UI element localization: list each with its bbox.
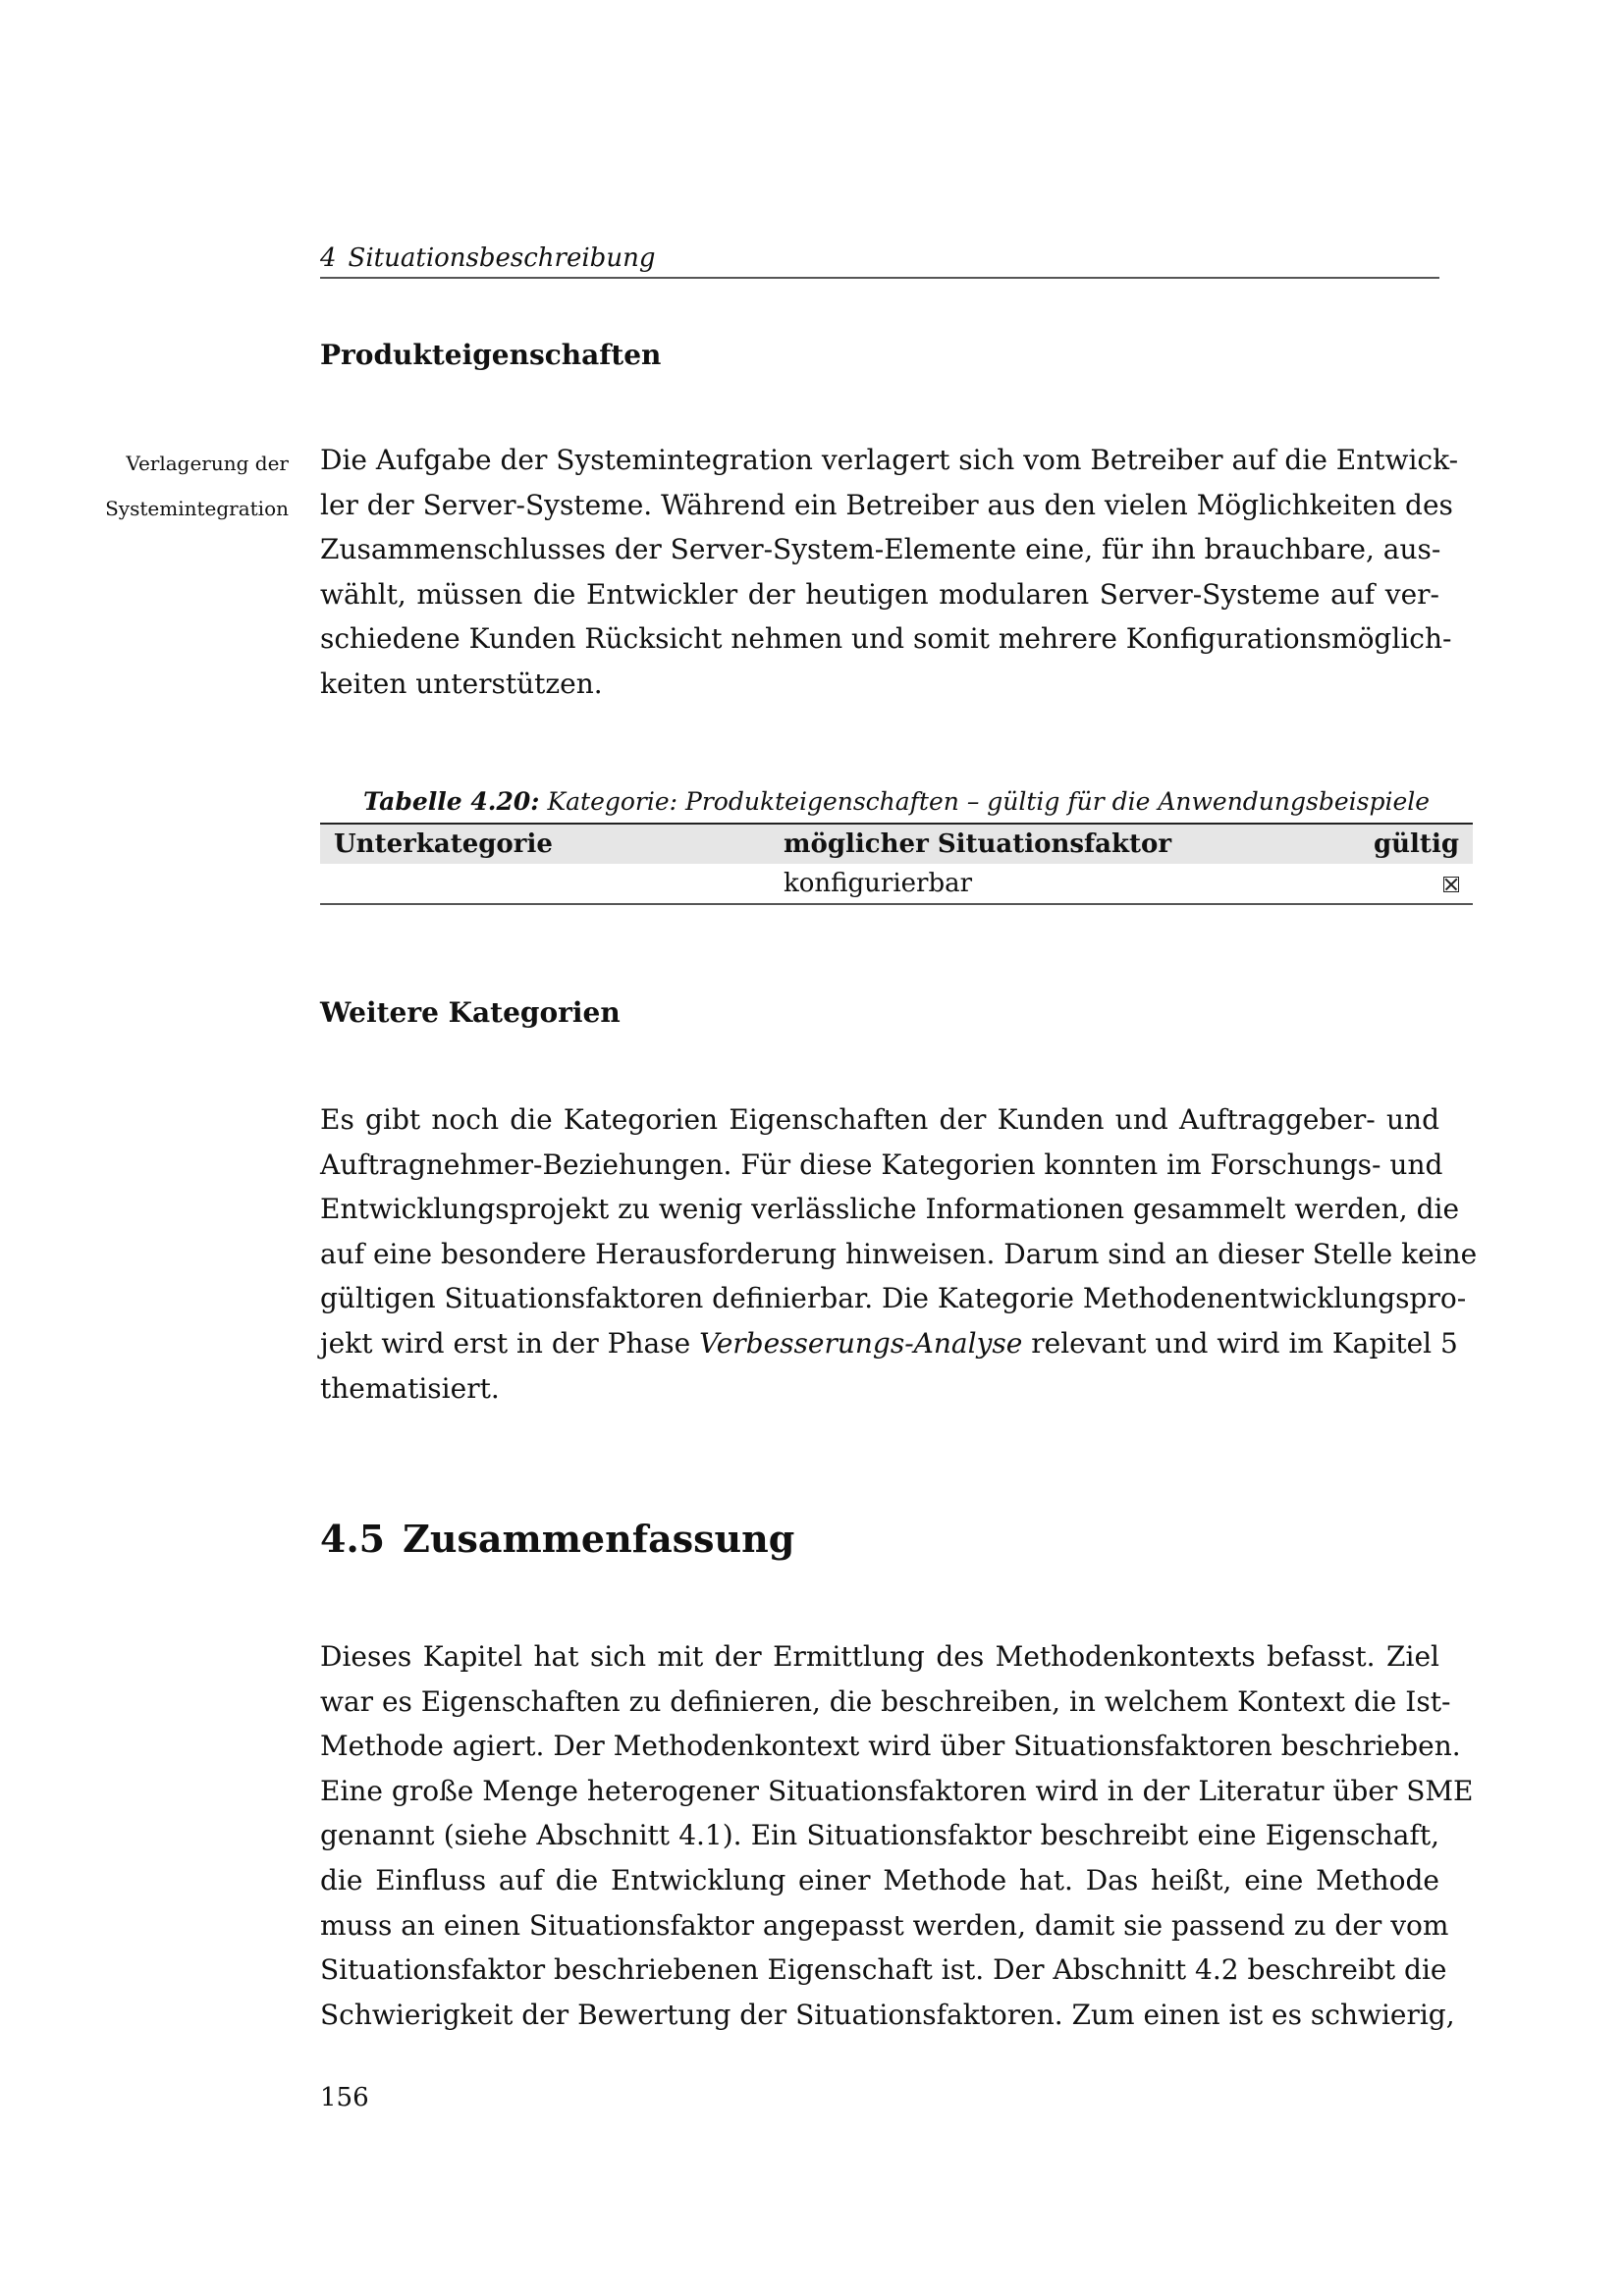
text-line: gültigen Situationsfaktoren definierbar. Die Kategorie Methodenentwicklungspro- (320, 1282, 1467, 1315)
text-line: schiedene Kunden Rücksicht nehmen und somit mehrere Konfigurationsmöglich- (320, 622, 1452, 656)
section-heading (320, 1516, 794, 1563)
text-line: keiten unterstützen. (320, 667, 603, 700)
text-line: muss an einen Situationsfaktor angepasst werden, damit sie passend zu der vom (320, 1908, 1449, 1942)
column-header-valid: gültig (1373, 829, 1459, 859)
text-line: Schwierigkeit der Bewertung der Situationsfaktoren. Zum einen ist es schwierig, (320, 1998, 1455, 2031)
chapter-number: 4 (320, 243, 337, 273)
table-header-row (320, 824, 1473, 864)
text-line: Auftragnehmer-Beziehungen. Für diese Kategorien konnten im Forschungs- und (320, 1148, 1443, 1181)
text-line: Dieses Kapitel hat sich mit der Ermittlung des Methodenkontexts befasst. Ziel (320, 1640, 1439, 1673)
margin-note-line: Systemintegration (105, 497, 289, 520)
margin-note-line: Verlagerung der (126, 452, 289, 475)
text-line: war es Eigenschaften zu definieren, die beschreiben, in welchem Kontext die Ist- (320, 1684, 1451, 1718)
crossed-box-icon (1443, 877, 1459, 892)
chapter-title: Situationsbeschreibung (348, 243, 656, 273)
text-run: relevant und wird im Kapitel 5 (1022, 1326, 1458, 1360)
text-line: thematisiert. (320, 1371, 500, 1405)
paragraph-weitere-kategorien (320, 1097, 1478, 1411)
paragraph-produkteigenschaften (320, 438, 1459, 707)
text-line: Es gibt noch die Kategorien Eigenschaften der Kunden und Auftraggeber- und (320, 1103, 1439, 1136)
table-row (320, 864, 1473, 904)
subsection-heading-weitere-kategorien: Weitere Kategorien (320, 996, 621, 1029)
margin-note (53, 441, 289, 531)
italic-term: Verbesserungs-Analyse (699, 1326, 1023, 1360)
text-line: Methode agiert. Der Methodenkontext wird über Situationsfaktoren beschrieben. (320, 1730, 1461, 1763)
running-header (320, 241, 1439, 279)
subsection-heading-produkteigenschaften: Produkteigenschaften (320, 339, 662, 371)
table-cell-subcategory (320, 864, 770, 904)
text-line (320, 1321, 1458, 1366)
text-line: Eine große Menge heterogener Situationsfaktoren wird in der Literatur über SME (320, 1774, 1474, 1807)
table-caption (320, 785, 1473, 819)
section-number: 4.5 (320, 1517, 386, 1561)
text-line: Entwicklungsprojekt zu wenig verlässliche Informationen gesammelt werden, die (320, 1193, 1460, 1226)
table-caption-text: Kategorie: Produkteigenschaften – gültig für die Anwendungsbeispiele (547, 787, 1431, 816)
text-line: ler der Server-Systeme. Während ein Betreiber aus den vielen Möglichkeiten des (320, 488, 1453, 521)
column-header-factor: möglicher Situationsfaktor (784, 829, 1172, 859)
table-caption-label: Tabelle 4.20: (362, 787, 540, 816)
text-line: die Einfluss auf die Entwicklung einer Methode hat. Das heißt, eine Methode (320, 1863, 1439, 1896)
table-cell-valid (1347, 864, 1473, 904)
text-line: wählt, müssen die Entwickler der heutigen modularen Server-Systeme auf ver- (320, 577, 1439, 611)
text-line: auf eine besondere Herausforderung hinweisen. Darum sind an dieser Stelle keine (320, 1237, 1478, 1270)
text-line: genannt (siehe Abschnitt 4.1). Ein Situationsfaktor beschreibt eine Eigenschaft, (320, 1819, 1439, 1852)
section-title: Zusammenfassung (403, 1517, 795, 1561)
text-line: Zusammenschlusses der Server-System-Elemente eine, für ihn brauchbare, aus- (320, 533, 1441, 566)
text-line: Die Aufgabe der Systemintegration verlagert sich vom Betreiber auf die Entwick- (320, 444, 1459, 476)
page-number: 156 (320, 2083, 369, 2112)
text-run: jekt wird erst in der Phase (320, 1326, 700, 1360)
column-header-subcategory: Unterkategorie (334, 829, 553, 859)
paragraph-zusammenfassung (320, 1634, 1474, 2037)
text-line: Situationsfaktor beschriebenen Eigenschaft ist. Der Abschnitt 4.2 beschreibt die (320, 1953, 1447, 1987)
situation-factor-table (320, 823, 1473, 905)
table-cell-factor: konfigurierbar (784, 869, 973, 898)
